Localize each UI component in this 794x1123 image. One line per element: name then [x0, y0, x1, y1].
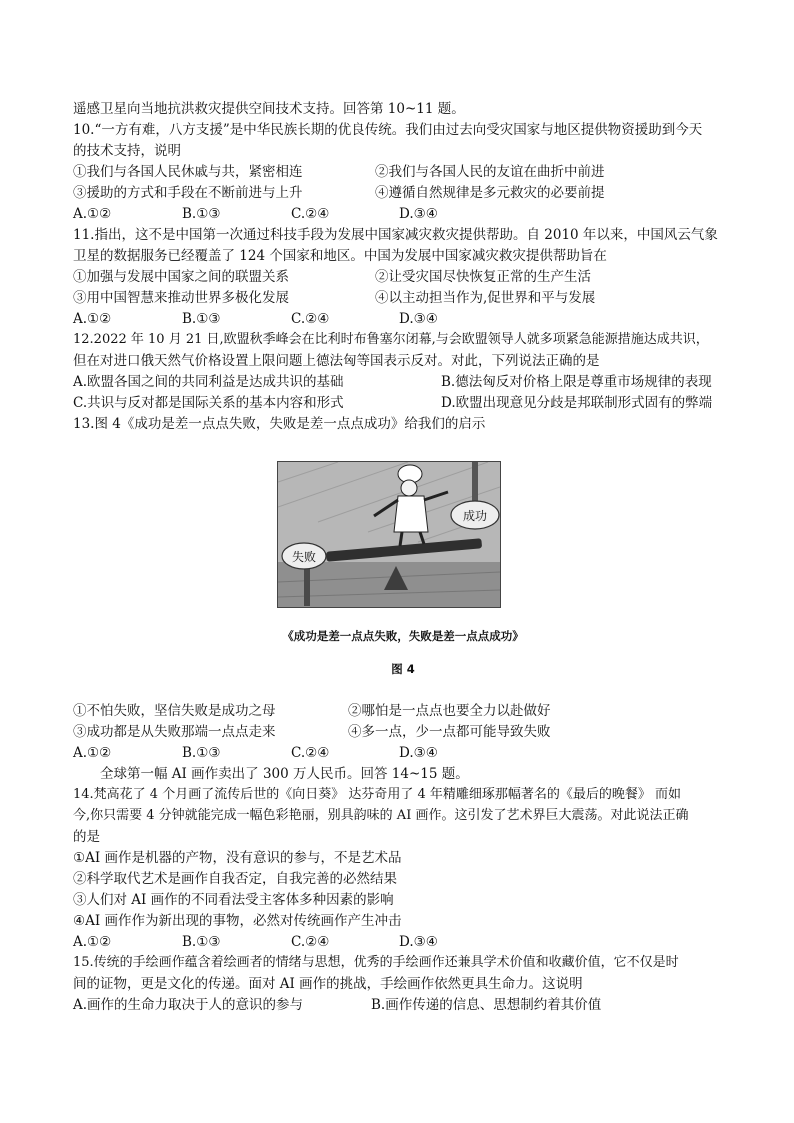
choice-d: D.③④ [399, 745, 438, 761]
q12-stem-line2: 但在对进口俄天然气价格设置上限问题上德法匈等国表示反对。对此，下列说法正确的是 [73, 353, 600, 369]
q11-options-row2 [73, 289, 733, 307]
q10-option-3: ③援助的方式和手段在不断前进与上升 [73, 185, 303, 201]
q12-option-d: D.欧盟出现意见分歧是邦联制形式固有的弊端 [441, 395, 713, 411]
q13-options-row2 [73, 723, 733, 741]
q11-option-2: ②让受灾国尽快恢复正常的生产生活 [375, 269, 591, 285]
q12-option-c: C.共识与反对都是国际关系的基本内容和形式 [73, 395, 344, 411]
q14-option-3: ③人们对 AI 画作的不同看法受主客体多种因素的影响 [73, 892, 394, 908]
choice-a: A.①② [73, 311, 112, 327]
choice-b: B.①③ [182, 311, 221, 327]
q10-option-1: ①我们与各国人民休戚与共，紧密相连 [73, 164, 303, 180]
q14-option-2: ②科学取代艺术是画作自我否定，自我完善的必然结果 [73, 871, 397, 887]
choice-d: D.③④ [399, 206, 438, 222]
q10-options-row2 [73, 184, 733, 202]
choice-c: C.②④ [291, 934, 330, 950]
q15-option-b: B.画作传递的信息、思想制约着其价值 [371, 997, 602, 1013]
q14-stem-line1: 14.梵高花了 4 个月画了流传后世的《向日葵》 达芬奇用了 4 年精雕细琢那幅著名的《最后的晚餐》 而如 [73, 787, 682, 802]
choice-c: C.②④ [291, 311, 330, 327]
q10-stem-line1: 10.“一方有难，八方支援”是中华民族长期的优良传统。我们由过去向受灾国家与地区提供物资援助到今天 [73, 122, 703, 138]
q11-option-1: ①加强与发展中国家之间的联盟关系 [73, 269, 289, 285]
failure-sign-label: 失败 [291, 550, 317, 564]
success-sign-label: 成功 [462, 509, 488, 523]
intro-line: 遥感卫星向当地抗洪救灾提供空间技术支持。回答第 10~11 题。 [73, 101, 465, 117]
q10-option-4: ④遵循自然规律是多元救灾的必要前提 [375, 185, 605, 201]
q13-option-4: ④多一点，少一点都可能导致失败 [348, 724, 551, 740]
q14-stem-line3: 的是 [73, 829, 100, 845]
choice-a: A.①② [73, 745, 112, 761]
q11-stem-line1: 11.指出，这不是中国第一次通过科技手段为发展中国家减灾救灾提供帮助。自 2010 年以来，中国风云气象 [73, 227, 718, 243]
q13-option-1: ①不怕失败，坚信失败是成功之母 [73, 703, 276, 719]
q12-options-row2 [73, 394, 733, 412]
q10-option-2: ②我们与各国人民的友谊在曲折中前进 [375, 164, 605, 180]
cartoon-figure [277, 461, 501, 608]
q12-options-row1 [73, 373, 733, 391]
q15-stem-line2: 间的证物，更是文化的传递。面对 AI 画作的挑战，手绘画作依然更具生命力。这说明 [73, 976, 583, 992]
q14-option-1: ①AI 画作是机器的产物，没有意识的参与，不是艺术品 [73, 850, 402, 866]
q14-stem-line2: 今,你只需要 4 分钟就能完成一幅色彩艳丽，别具韵味的 AI 画作。这引发了艺术界巨大震荡。对此说法正确 [73, 808, 689, 823]
q14-intro: 全球第一幅 AI 画作卖出了 300 万人民币。回答 14~15 题。 [100, 766, 469, 782]
q13-option-2: ②哪怕是一点点也要全力以赴做好 [348, 703, 551, 719]
cartoon-illustration [278, 462, 500, 607]
q12-option-a: A.欧盟各国之间的共同利益是达成共识的基础 [73, 374, 344, 390]
q15-stem-line1: 15.传统的手绘画作蕴含着绘画者的情绪与思想，优秀的手绘画作还兼具学术价值和收藏价值，它不仅是时 [73, 955, 679, 970]
choice-b: B.①③ [182, 934, 221, 950]
q11-options-row1 [73, 268, 733, 286]
q15-option-a: A.画作的生命力取决于人的意识的参与 [73, 997, 304, 1013]
q13-option-3: ③成功都是从失败那端一点点走来 [73, 724, 276, 740]
choice-a: A.①② [73, 206, 112, 222]
figure-label: 图 4 [391, 662, 415, 676]
choice-d: D.③④ [399, 934, 438, 950]
choice-b: B.①③ [182, 745, 221, 761]
choice-c: C.②④ [291, 745, 330, 761]
choice-d: D.③④ [399, 311, 438, 327]
q15-options-row1 [73, 996, 733, 1014]
q10-options-row1 [73, 163, 733, 181]
choice-c: C.②④ [291, 206, 330, 222]
q14-option-4: ④AI 画作作为新出现的事物，必然对传统画作产生冲击 [73, 913, 402, 929]
q12-option-b: B.德法匈反对价格上限是尊重市场规律的表现 [441, 374, 712, 390]
q12-stem-line1: 12.2022 年 10 月 21 日,欧盟秋季峰会在比利时布鲁塞尔闭幕,与会欧盟领导人就多项紧急能源措施达成共识， [73, 332, 709, 347]
q11-option-3: ③用中国智慧来推动世界多极化发展 [73, 290, 289, 306]
q10-stem-line2: 的技术支持，说明 [73, 143, 181, 159]
q11-option-4: ④以主动担当作为,促世界和平与发展 [375, 290, 596, 306]
q13-stem: 13.图 4《成功是差一点点失败，失败是差一点点成功》给我们的启示 [73, 416, 486, 432]
figure-caption: 《成功是差一点点失败，失败是差一点点成功》 [282, 629, 524, 643]
choice-a: A.①② [73, 934, 112, 950]
choice-b: B.①③ [182, 206, 221, 222]
q13-options-row1 [73, 702, 733, 720]
q11-stem-line2: 卫星的数据服务已经覆盖了 124 个国家和地区。中国为发展中国家减灾救灾提供帮助旨在 [73, 248, 607, 264]
